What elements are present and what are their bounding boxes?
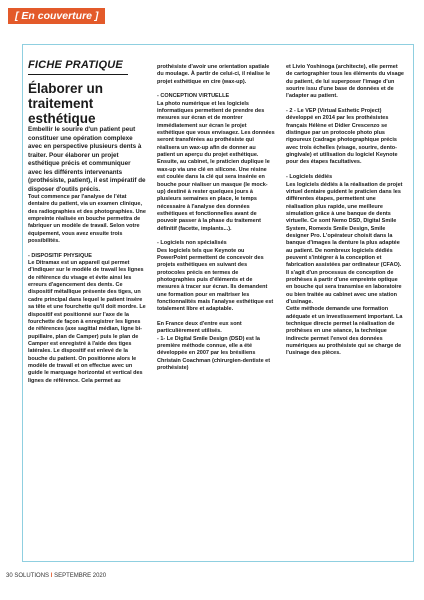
col2-paragraph-5: En France deux d'entre eux sont particulièrement utilisés.: [157, 321, 242, 335]
publication-name: SOLUTIONS: [14, 573, 50, 579]
issue-date: SEPTEMBRE 2020: [54, 573, 107, 579]
article-title: Élaborer un traitement esthétique: [28, 81, 104, 126]
page-number: 30: [6, 573, 13, 579]
article-intro: Embellir le sourire d'un patient peut constituer une opération complexe avec en perspective plusieurs dents à traiter. Pour élaborer un projet esthétique précis et communiquer avec les différents intervenants (prothésiste, patient), il est impératif de disposer d'outils précis.: [28, 126, 146, 193]
article-column-3: [286, 64, 404, 358]
col3-subheading-dedies: - Logiciels dédiés: [286, 174, 333, 181]
article-column-1: [28, 59, 146, 385]
col1-subheading-physique: - DISPOSITIF PHYSIQUE: [28, 252, 92, 259]
col2-paragraph-6: - 1- Le Digital Smile Design (DSD) est la première méthode connue, elle a été développée en 2007 par les brésiliens Christain Coachman (chirurgien-dentiste et prothésiste): [157, 335, 271, 372]
col2-paragraph-4: Des logiciels tels que Keynote ou PowerPoint permettent de concevoir des projets esthétiques en suivant des protocoles précis en termes de photographies puis d'éléments et de mesures à tracer sur écran. Ils demandent une formation pour en maîtriser les fonctionnalités mais l'analyse esthétique est totalement libre et adaptable.: [157, 247, 274, 313]
section-tag: [ En couverture ]: [8, 8, 105, 24]
col2-subheading-non-specialises: - Logiciels non spécialisés: [157, 240, 227, 247]
col3-paragraph-2: - 2 - Le VEP (Virtual Esthetic Project) développé en 2014 par les prothésistes français Hélène et Didier Crescenzo se distingue par un protocole photo plus rigoureux (cadrage photographique précis avec trois échelles (visage, sourire, dento-gingivale) et utilisation du logiciel Keynote pour des étapes facultatives.: [286, 108, 398, 166]
col2-subheading-virtuelle: - CONCEPTION VIRTUELLE: [157, 93, 230, 100]
col1-paragraph-1: Tout commence par l'analyse de l'état dentaire du patient, via un examen clinique, des radiographies et des photographies. Une empreinte réalisée en bouche permettra de fabriquer un modèle de travail. Selon votre équipement, vous avez ensuite trois possibilités.: [28, 194, 146, 245]
footer-separator: I: [50, 573, 53, 579]
article-kicker: FICHE PRATIQUE: [28, 58, 128, 75]
col3-paragraph-1: et Livio Yoshinoga (architecte), elle permet de cartographier tous les éléments du visage du patient, de lui superposer l'image d'un sourire issu d'une base de données et de l'adapter au patient.: [286, 64, 404, 100]
col1-paragraph-2: Le Ditramax est un appareil qui permet d'indiquer sur le modèle de travail les lignes de référence du visage et évite ainsi les erreurs d'agencement des dents. Ce dispositif métallique présente des tiges, un cadre principal dans lequel le patient insère sa tête et une fourchette qu'il doit mordre. Le dispositif est positionné sur l'axe de la fourchette de façon à enregistrer les lignes de références (axe sagittal médian, ligne bi-pupillaire, plan de Camper) puis le plan de Camper est enregistré à l'aide des tiges latérales. Le dispositif est enlevé de la bouche du patient. On positionne alors le modèle de travail et on effectue avec un guide le marquage horizontal et vertical des lignes de référence. Cela permet au: [28, 260, 146, 384]
col3-paragraph-4: Cette méthode demande une formation adéquate et un investissement important. La technique directe permet la réalisation de prothèses en une séance, la technique indirecte permet l'envoi des données numériques au prothésiste qui se charge de l'usinage des pièces.: [286, 306, 403, 357]
col3-paragraph-3: Les logiciels dédiés à la réalisation de projet virtuel dentaire guident le praticien dans les différentes étapes, permettent une réalisation plus rapide, une meilleure simulation grâce à une banque de dents virtuelle. Ce sont Nemo DSD, Digital Smile System, Romexis Smile Design, Smile designer Pro. L'opérateur choisit dans la banque d'images la denture la plus adaptée au patient. De nombreux logiciels dédiés peuvent s'intégrer à la conception et fabrication assistées par ordinateur (CFAO). Il s'agit d'un processus de conception de prothèses à partir d'une empreinte optique en bouche qui sera transmise en laboratoire ou bien traitée au cabinet avec une station d'usinage.: [286, 181, 403, 305]
article-column-2: [157, 64, 275, 372]
col2-paragraph-1: prothésiste d'avoir une orientation spatiale du moulage. À partir de celui-ci, il réalise le projet esthétique en cire (wax-up).: [157, 64, 271, 85]
page-footer: [6, 572, 106, 580]
col2-paragraph-3: Ensuite, au cabinet, le praticien duplique le wax-up via une clé en silicone. Une résine est coulée dans la clé qui sera insérée en bouche pour réaliser un masque (le mock-up) destiné à rester quelques jours à plusieurs semaines en place, le temps nécessaire à l'analyse des données esthétiques et fonctionnelles avant de pouvoir passer à la phase du traitement définitif (facette, implants...).: [157, 159, 270, 232]
col2-paragraph-2: La photo numérique et les logiciels informatiques permettent de prendre des mesures sur écran et de montrer immédiatement sur écran le projet esthétique que vous envisagez. Les données seront transférées au prothésiste qui réalisera un wax-up afin de donner au patient un aperçu du projet esthétique.: [157, 100, 275, 159]
